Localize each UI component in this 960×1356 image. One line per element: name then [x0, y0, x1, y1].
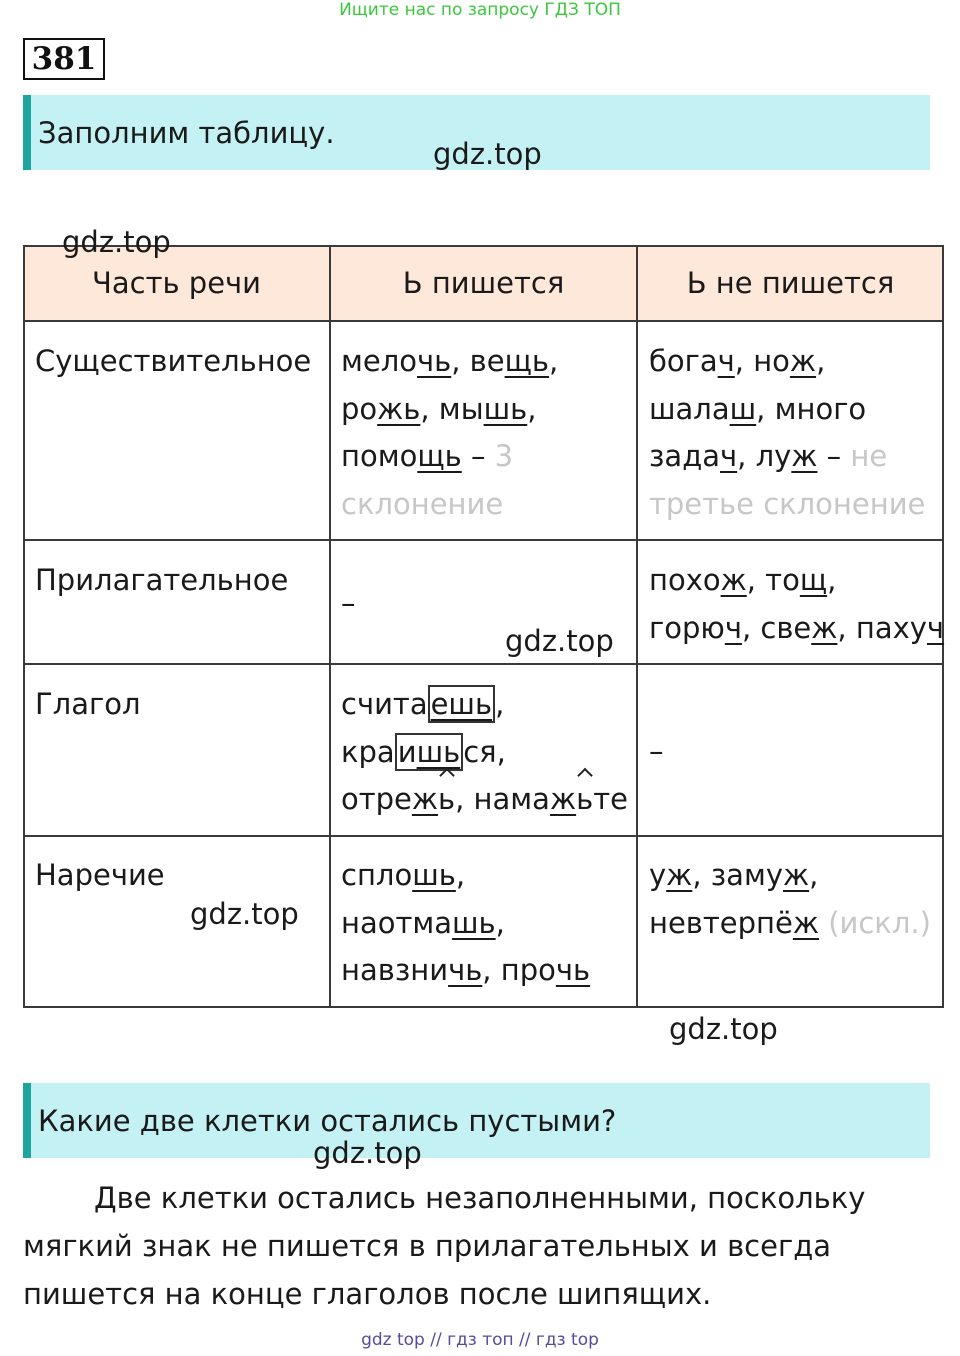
- watermark: gdz.top: [190, 897, 299, 931]
- empty-cell-dash: –: [341, 586, 356, 620]
- header-soft-sign-not-written: Ь не пишется: [686, 266, 895, 300]
- watermark: gdz.top: [669, 1012, 778, 1046]
- adverb-no-soft-sign-examples: уж, замуж, невтерпёж (искл.): [649, 858, 931, 940]
- banner-question-text: Какие две клетки остались пустыми?: [38, 1104, 617, 1138]
- task-number: 381: [23, 38, 105, 80]
- header-part-of-speech: Часть речи: [91, 266, 262, 300]
- watermark: gdz.top: [433, 137, 542, 171]
- table-divider: [23, 320, 944, 322]
- verb-soft-sign-examples: счита ешь , кра ишь ся, отрежь, намажьте: [341, 681, 628, 824]
- header-soft-sign-written: Ь пишется: [402, 266, 565, 300]
- declension-note: 3: [494, 439, 514, 473]
- declension-note: третье склонение: [649, 486, 926, 521]
- watermark: gdz.top: [505, 624, 614, 658]
- declension-note: не: [850, 439, 888, 473]
- top-note: Ищите нас по запросу ГДЗ ТОП: [339, 0, 621, 20]
- declension-note: склонение: [341, 486, 504, 521]
- watermark: gdz.top: [313, 1136, 422, 1170]
- row-label-verb: Глагол: [35, 687, 141, 721]
- table-divider: [329, 245, 331, 1008]
- row-label-adjective: Прилагательное: [35, 563, 289, 597]
- adverb-soft-sign-examples: сплoшь, наотмашь, навзничь, прочь: [341, 858, 591, 987]
- empty-cell-dash: –: [649, 734, 664, 768]
- row-label-adverb: Наречие: [35, 858, 165, 892]
- table-divider: [636, 245, 638, 1008]
- row-label-noun: Существительное: [35, 344, 312, 378]
- noun-no-soft-sign-examples: богач, нож, шалаш, много задач, луж – не третье склонение: [649, 344, 926, 521]
- exception-note: (искл.): [828, 905, 931, 940]
- watermark: gdz.top: [62, 225, 171, 259]
- noun-soft-sign-examples: мелочь, вещь, рожь, мышь, помощь – 3 склонение: [341, 344, 559, 521]
- banner-fill-table-text: Заполним таблицу.: [38, 116, 335, 150]
- adjective-no-soft-sign-examples: похож, тощ, горюч, свеж, пахуч: [649, 563, 945, 645]
- table-divider: [23, 835, 944, 837]
- footer-links: gdz top // гдз топ // гдз top: [361, 1330, 599, 1350]
- table-divider: [23, 663, 944, 665]
- answer-paragraph: Две клетки остались незаполненными, поскольку мягкий знак не пишется в прилагательных и всегда пишется на конце глаголов после шипящих.: [23, 1181, 866, 1311]
- table-divider: [23, 539, 944, 541]
